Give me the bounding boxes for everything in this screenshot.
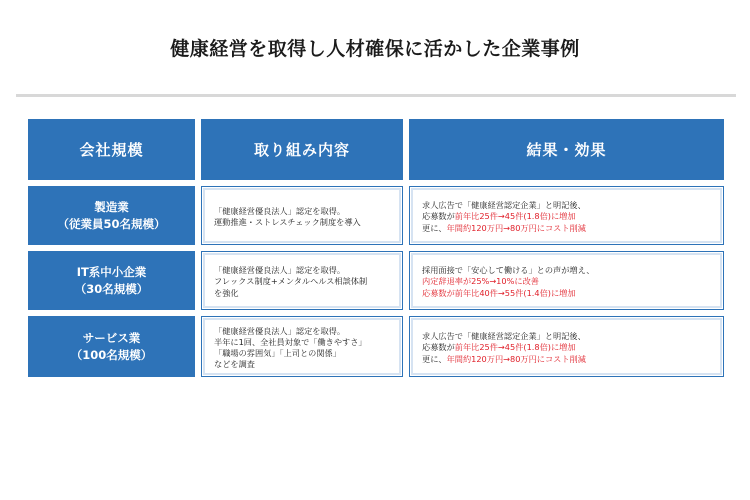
table-row <box>28 316 724 377</box>
result-highlight: 年間約120万円→80万円にコスト削減 <box>446 353 586 364</box>
page-title: 健康経営を取得し人材確保に活かした企業事例 <box>170 38 580 60</box>
result-line <box>422 211 713 223</box>
industry-label: サービス業 <box>82 330 141 345</box>
case-study-table <box>28 119 724 383</box>
initiative-line: などを調査 <box>214 359 255 369</box>
industry-label: IT系中小企業 <box>76 264 147 279</box>
results-cell <box>409 251 724 310</box>
company-size-cell <box>28 186 195 245</box>
initiative-line: フレックス制度+メンタルヘルス相談体制 <box>214 276 368 287</box>
initiatives-cell <box>201 316 403 377</box>
header-results: 結果・効果 <box>409 119 724 180</box>
employee-scale-label: （従業員50名規模） <box>57 216 166 231</box>
initiative-line: 「健康経営優良法人」認定を取得。 <box>214 326 346 336</box>
result-line: 求人広告で「健康経営認定企業」と明記後、 <box>422 330 586 341</box>
result-text: 応募数が <box>422 342 455 353</box>
result-line <box>422 342 713 354</box>
result-text: 更に、 <box>422 353 447 364</box>
company-size-cell <box>28 251 195 310</box>
result-text: 応募数が <box>422 211 455 222</box>
results-cell <box>409 316 724 377</box>
table-row <box>28 186 724 245</box>
result-highlight: 前年比25件→45件(1.8倍)に増加 <box>454 211 576 222</box>
result-highlight: 年間約120万円→80万円にコスト削減 <box>446 222 586 233</box>
table-header-row <box>28 119 724 180</box>
employee-scale-label: （30名規模） <box>74 281 149 296</box>
initiative-line: 「健康経営優良法人」認定を取得。 <box>214 264 346 275</box>
result-line <box>422 354 713 366</box>
initiative-line: 「健康経営優良法人」認定を取得。 <box>214 205 346 216</box>
company-size-cell <box>28 316 195 377</box>
industry-label: 製造業 <box>94 199 129 214</box>
employee-scale-label: （100名規模） <box>70 347 153 362</box>
initiative-line: 半年に1回、全社員対象で「働きやすさ」 <box>214 337 367 347</box>
result-highlight: 前年比25件→45件(1.8倍)に増加 <box>454 342 576 353</box>
header-initiatives: 取り組み内容 <box>201 119 403 180</box>
result-line: 採用面接で「安心して働ける」との声が増え、 <box>422 264 595 275</box>
result-text: 更に、 <box>422 222 447 233</box>
table-row <box>28 251 724 310</box>
initiatives-cell <box>201 251 403 310</box>
results-cell <box>409 186 724 245</box>
header-company-size: 会社規模 <box>28 119 195 180</box>
initiatives-cell <box>201 186 403 245</box>
result-highlight: 応募数が前年比40件→55件(1.4倍)に増加 <box>422 287 576 298</box>
initiative-line: 「職場の雰囲気」「上司との関係」 <box>214 348 341 358</box>
result-line <box>422 223 713 235</box>
title-divider <box>16 94 736 97</box>
initiative-line: を強化 <box>214 287 239 298</box>
result-highlight: 内定辞退率が25%→10%に改善 <box>422 276 539 287</box>
result-line: 求人広告で「健康経営認定企業」と明記後、 <box>422 199 586 210</box>
initiative-line: 運動推進・ストレスチェック制度を導入 <box>214 217 361 227</box>
